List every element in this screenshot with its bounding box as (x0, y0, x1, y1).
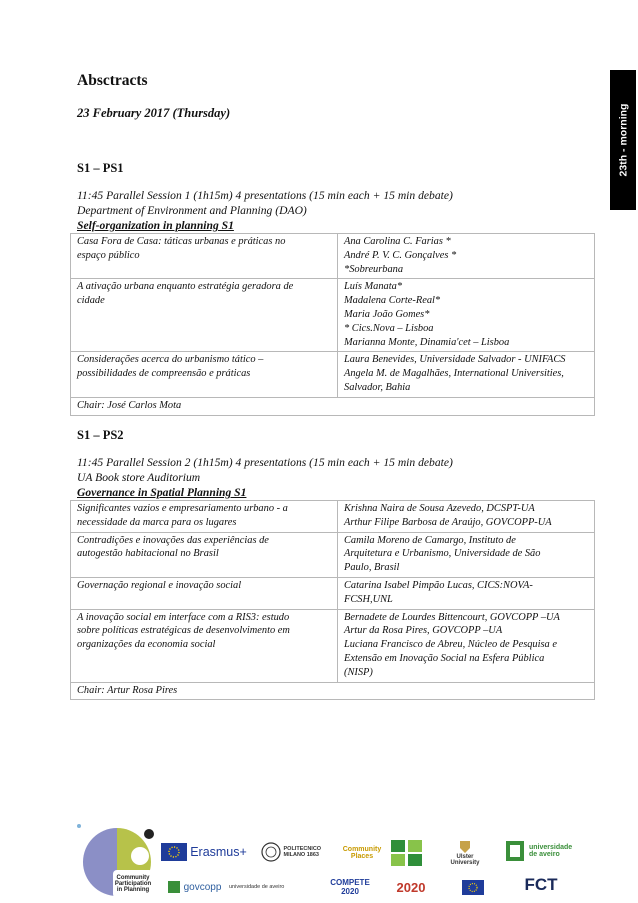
title-line: A inovação social em interface com a RIS3: estudo (77, 611, 290, 623)
page-date: 23 February 2017 (Thursday) (77, 106, 231, 120)
presentation-title (71, 577, 338, 609)
session-venue: UA Book store Auditorium (77, 471, 201, 484)
presentation-title (71, 352, 338, 397)
title-line: Significantes vazios e empresariamento urbano - a (77, 503, 288, 514)
green-block-logo (387, 838, 427, 868)
author-line: * Cics.Nova – Lisboa (344, 322, 434, 334)
aveiro-label: universidade de aveiro (529, 844, 573, 858)
presentation-title (71, 532, 338, 577)
author-line: Extensão em Inovação Social na Esfera Pública (344, 652, 545, 664)
session-time: 11:45 Parallel Session 1 (1h15m) 4 presentations (15 min each + 15 min debate) (77, 189, 453, 202)
title-line: Considerações acerca do urbanismo tático – (77, 354, 264, 366)
title-line: Governação regional e inovação social (77, 579, 242, 591)
presentation-authors (338, 501, 595, 533)
session-code: S1 – PS1 (77, 161, 124, 175)
title-line: autogestão habitacional no Brasil (77, 548, 219, 560)
portugal2020-logo: 2020 (396, 879, 426, 895)
session-chair: Chair: José Carlos Mota (71, 397, 595, 415)
title-line: necessidade da marca para os lugares (77, 516, 237, 528)
title-line: possibilidades de compreensão e práticas (77, 368, 251, 380)
erasmus-label: Erasmus+ (190, 845, 247, 859)
govcopp-label: govcopp (183, 881, 222, 893)
table-row (71, 279, 595, 352)
eu-flag-icon (462, 880, 484, 895)
presentations-table (70, 233, 595, 416)
presentation-authors (338, 577, 595, 609)
eu-flag-icon (161, 843, 187, 861)
aveiro-mark-icon (505, 840, 525, 862)
author-line: Laura Benevides, Universidade Salvador - UNIFACS (344, 354, 566, 366)
author-line: (NISP) (344, 666, 373, 678)
table-row (71, 532, 595, 577)
presentation-title (71, 501, 338, 533)
chair-row (71, 682, 595, 700)
aveiro-logo (501, 836, 579, 866)
erasmus-logo (161, 840, 247, 864)
crest-icon (459, 840, 471, 854)
title-line: A ativação urbana enquanto estratégia geradora de (77, 281, 294, 293)
presentation-title (71, 609, 338, 682)
compete-logo: COMPETE 2020 (330, 878, 370, 896)
govcopp-logo (165, 878, 223, 896)
green-squares-icon (390, 839, 424, 867)
table-row (71, 352, 595, 397)
author-line: Arquitetura e Urbanismo, Universidade de São (344, 548, 541, 560)
fct-logo: FCT (524, 875, 558, 894)
presentation-authors (338, 609, 595, 682)
session-block (77, 427, 595, 700)
session-theme: Self-organization in planning S1 (77, 219, 234, 232)
table-row (71, 577, 595, 609)
session-venue: Department of Environment and Planning (DAO) (77, 204, 307, 217)
ulster-logo (443, 836, 487, 870)
presentation-authors (338, 234, 595, 279)
govcopp-sub-label: universidade de aveiro (229, 884, 285, 890)
author-line: Maria João Gomes* (344, 308, 430, 320)
author-line: Ana Carolina C. Farias * (344, 236, 451, 247)
author-line: Luciana Francisco de Abreu, Núcleo de Pesquisa e (344, 639, 557, 651)
author-line: Bernadete de Lourdes Bittencourt, GOVCOPP –UA (344, 611, 560, 623)
eu-funds-logo (441, 876, 505, 898)
politecnico-logo (257, 840, 335, 864)
presentation-title (71, 234, 338, 279)
community-places-logo: Community Places (342, 846, 382, 860)
table-row (71, 501, 595, 533)
author-line: Angela M. de Magalhães, International Universities, (344, 368, 564, 380)
author-line: Artur da Rosa Pires, GOVCOPP –UA (344, 625, 503, 637)
side-tab-label: 23th - morning (617, 103, 630, 177)
sponsor-logos (73, 822, 588, 900)
author-line: Paulo, Brasil (344, 562, 400, 574)
community-participation-label: Community Participation in Planning (113, 870, 153, 898)
presentation-authors (338, 532, 595, 577)
side-tab (610, 70, 636, 210)
politecnico-label: POLITECNICO MILANO 1863 (283, 846, 322, 858)
ulster-label: Ulster University (450, 854, 480, 866)
author-line: André P. V. C. Gonçalves * (344, 249, 457, 261)
seal-icon (261, 842, 281, 862)
govcopp-mark-icon (167, 880, 181, 894)
author-line: *Sobreurbana (344, 263, 404, 275)
author-line: Krishna Naira de Sousa Azevedo, DCSPT-UA (344, 503, 535, 514)
presentation-title (71, 279, 338, 352)
presentations-table (70, 500, 595, 700)
title-line: sobre políticas estratégicas de desenvolvimento em (77, 625, 290, 637)
session-theme: Governance in Spatial Planning S1 (77, 486, 247, 499)
session-code: S1 – PS2 (77, 428, 124, 442)
author-line: Madalena Corte-Real* (344, 295, 441, 307)
title-line: cidade (77, 295, 105, 307)
chair-row (71, 397, 595, 415)
author-line: Marianna Monte, Dinamia'cet – Lisboa (344, 336, 510, 348)
title-line: Casa Fora de Casa: táticas urbanas e práticas no (77, 236, 286, 247)
title-line: organizações da economia social (77, 639, 216, 651)
title-line: espaço público (77, 249, 140, 261)
title-line: Contradições e inovações das experiências de (77, 534, 269, 546)
author-line: Camila Moreno de Camargo, Instituto de (344, 534, 516, 546)
presentation-authors (338, 279, 595, 352)
session-time: 11:45 Parallel Session 2 (1h15m) 4 presentations (15 min each + 15 min debate) (77, 456, 453, 469)
session-chair: Chair: Artur Rosa Pires (71, 682, 595, 700)
table-row (71, 609, 595, 682)
session-block (77, 160, 595, 416)
author-line: Catarina Isabel Pimpão Lucas, CICS:NOVA- (344, 579, 533, 591)
author-line: FCSH,UNL (344, 593, 393, 605)
author-line: Luís Manata* (344, 281, 403, 293)
author-line: Salvador, Bahia (344, 381, 411, 393)
table-row (71, 234, 595, 279)
page-title: Absctracts (77, 72, 148, 89)
presentation-authors (338, 352, 595, 397)
author-line: Arthur Filipe Barbosa de Araújo, GOVCOPP-UA (344, 516, 552, 528)
